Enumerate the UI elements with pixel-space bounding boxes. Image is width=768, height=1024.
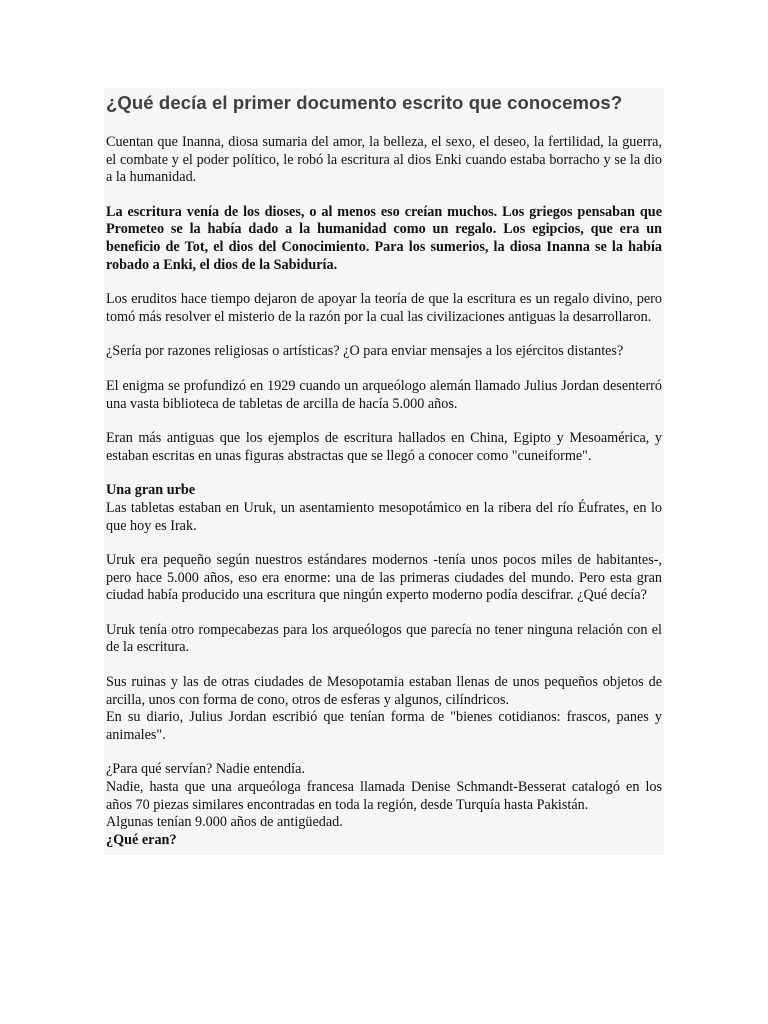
paragraph-scholars: Los eruditos hace tiempo dejaron de apoyar la teoría de que la escritura es un regalo divino, pero tomó más resolver el misterio de la razón por la cual las civilizaciones antiguas la desarrollaron. [106,291,662,325]
paragraph-gods-bold: La escritura venía de los dioses, o al menos eso creían muchos. Los griegos pensaban que Prometeo se la había dado a la humanidad como un regalo. Los egipcios, que era un beneficio de Tot, el dios del Conocimiento. Para los sumerios, la diosa Inanna se la había robado a Enki, el dios de la Sabiduría. [106,203,662,273]
paragraph-gap [106,187,662,204]
paragraph-purpose: ¿Para qué servían? Nadie entendía. [106,761,305,778]
paragraph-gap [106,744,662,761]
document-body [104,88,664,855]
closing-question: ¿Qué eran? [106,831,177,848]
paragraph-gap [106,361,662,378]
paragraph-age: Algunas tenían 9.000 años de antigüedad. [106,814,343,831]
paragraph-enigma: El enigma se profundizó en 1929 cuando un arqueólogo alemán llamado Julius Jordan desenterró una vasta biblioteca de tabletas de arcilla de hacía 5.000 años. [106,377,662,412]
paragraph-gap [106,465,662,482]
paragraph-schmandt-besserat: Nadie, hasta que una arqueóloga francesa llamada Denise Schmandt-Besserat catalogó en los años 70 piezas similares encontradas en toda la región, desde Turquía hasta Pakistán. [106,779,662,813]
section-heading-gran-urbe: Una gran urbe [106,482,196,499]
paragraph-gap [106,274,662,291]
paragraph-inanna: Cuentan que Inanna, diosa sumaria del amor, la belleza, el sexo, el deseo, la fertilidad, la guerra, el combate y el poder político, le robó la escritura al dios Enki cuando estaba borracho y se la dio a la humanidad. [106,134,662,186]
paragraph-gap [106,657,662,674]
paragraph-gap [106,535,662,552]
paragraph-uruk-size: Uruk era pequeño según nuestros estándares modernos -tenía unos pocos miles de habitantes-, pero hace 5.000 años, eso era enorme: una de las primeras ciudades del mundo. Pero esta gran ciudad había producido una escritura que ningún experto moderno podía descifrar. ¿Qué decía? [106,552,662,604]
document-title: ¿Qué decía el primer documento escrito que conocemos? [106,92,623,113]
paragraph-gap [106,326,662,343]
paragraph-cuneiform: Eran más antiguas que los ejemplos de escritura hallados en China, Egipto y Mesoamérica, y estaban escritas en unas figuras abstractas que se llegó a conocer como "cuneiforme". [106,430,662,464]
paragraph-gap [106,413,662,430]
paragraph-uruk-location: Las tabletas estaban en Uruk, un asentamiento mesopotámico en la ribera del río Éufrates, en lo que hoy es Irak. [106,499,662,534]
paragraph-gap [106,605,662,622]
paragraph-diary: En su diario, Julius Jordan escribió que tenían forma de "bienes cotidianos: frascos, panes y animales". [106,709,662,743]
paragraph-puzzle: Uruk tenía otro rompecabezas para los arqueólogos que parecía no tener ninguna relación con el de la escritura. [106,621,662,656]
paragraph-questions: ¿Sería por razones religiosas o artísticas? ¿O para enviar mensajes a los ejércitos distantes? [106,343,624,360]
paragraph-clay-objects: Sus ruinas y las de otras ciudades de Mesopotamia estaban llenas de unos pequeños objetos de arcilla, unos con forma de cono, otros de esferas y algunos, cilíndricos. [106,674,662,708]
